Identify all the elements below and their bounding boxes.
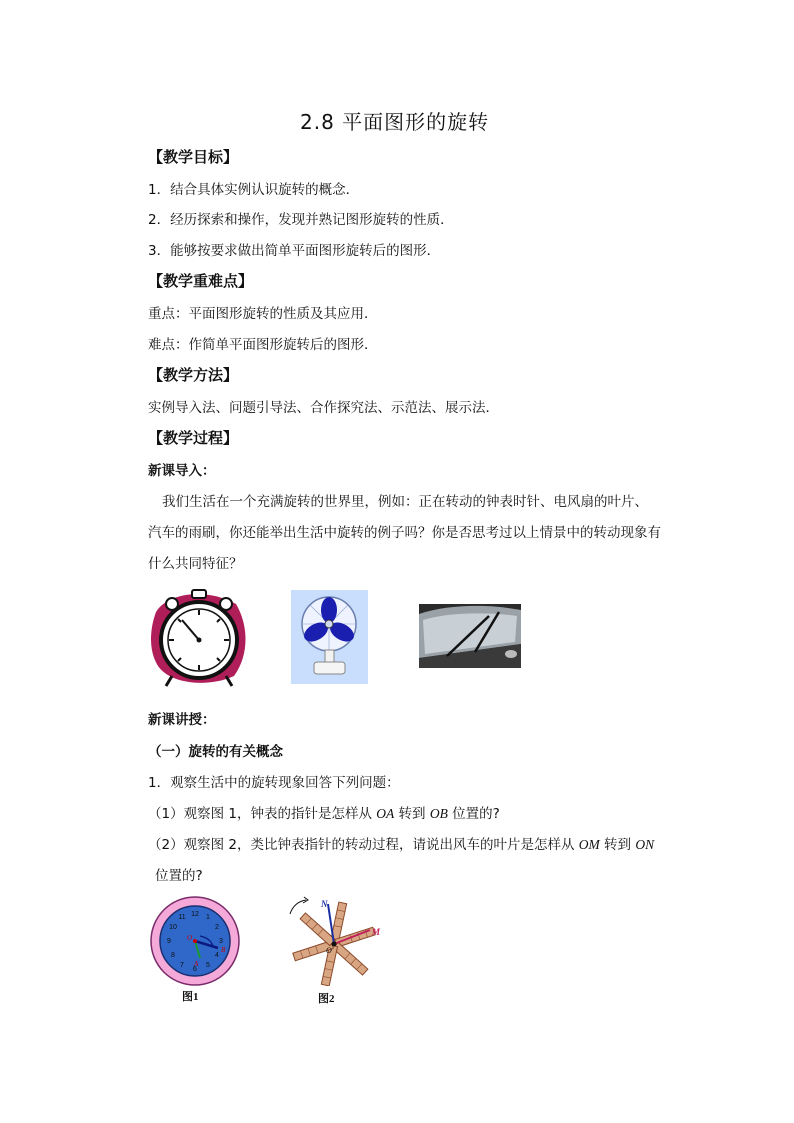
clock-figure [150,896,240,986]
methods-heading: 【教学方法】 [148,366,239,384]
clock-label-a: A [194,960,199,968]
question-1-2-continued: 位置的? [155,868,203,884]
clock-number-9: 9 [167,938,171,945]
keypoints-focus: 重点：平面图形旋转的性质及其应用． [148,306,378,322]
clock-number-2: 2 [215,924,219,931]
goals-heading: 【教学目标】 [148,148,239,166]
windmill-figure [282,896,386,986]
windmill-label-o: O [326,946,332,955]
goal-item-1: 1．结合具体实例认识旋转的概念． [148,182,360,198]
clock-number-3: 3 [219,938,223,945]
question-1: 1．观察生活中的旋转现象回答下列问题： [148,775,400,791]
concept-subheading: （一）旋转的有关概念 [148,744,283,760]
clock-number-10: 10 [169,924,177,931]
clock-number-11: 11 [178,914,186,921]
clock-number-12: 12 [191,911,199,918]
stopwatch-image [148,584,252,690]
intro-line-1: 我们生活在一个充满旋转的世界里，例如：正在转动的钟表时针、电风扇的叶片、 [162,494,648,510]
intro-line-2: 汽车的雨刷，你还能举出生活中旋转的例子吗？你是否思考过以上情景中的转动现象有 [148,525,661,541]
clock-number-8: 8 [171,952,175,959]
question-1-2: （2）观察图 2，类比钟表指针的转动过程，请说出风车的叶片是怎样从 OM 转到 ON [148,837,655,853]
clock-number-4: 4 [215,952,219,959]
clock-number-5: 5 [206,962,210,969]
process-heading: 【教学过程】 [148,429,239,447]
car-wiper-image [419,604,521,668]
keypoints-heading: 【教学重难点】 [148,272,254,290]
windmill-label-m: M [372,927,381,937]
lecture-label: 新课讲授： [148,712,216,728]
goal-item-3: 3．能够按要求做出简单平面图形旋转后的图形． [148,243,441,259]
windmill-label-n: N [321,899,328,909]
goal-item-2: 2．经历探索和操作，发现并熟记图形旋转的性质． [148,212,454,228]
intro-line-3: 什么共同特征？ [148,556,243,572]
figure-2-caption: 图2 [318,993,335,1005]
question-1-1: （1）观察图 1，钟表的指针是怎样从 OA 转到 OB 位置的? [148,806,500,822]
figure-1-caption: 图1 [182,991,199,1003]
clock-label-o: O [187,934,193,942]
clock-label-b: B [221,946,226,954]
clock-number-1: 1 [206,914,210,921]
page-title: 2.8 平面图形的旋转 [300,110,490,134]
clock-number-7: 7 [180,962,184,969]
clock-number-6: 6 [193,966,197,973]
intro-label: 新课导入： [148,463,216,479]
keypoints-difficulty: 难点：作简单平面图形旋转后的图形． [148,337,378,353]
methods-text: 实例导入法、问题引导法、合作探究法、示范法、展示法． [148,400,499,416]
electric-fan-image [291,590,368,684]
